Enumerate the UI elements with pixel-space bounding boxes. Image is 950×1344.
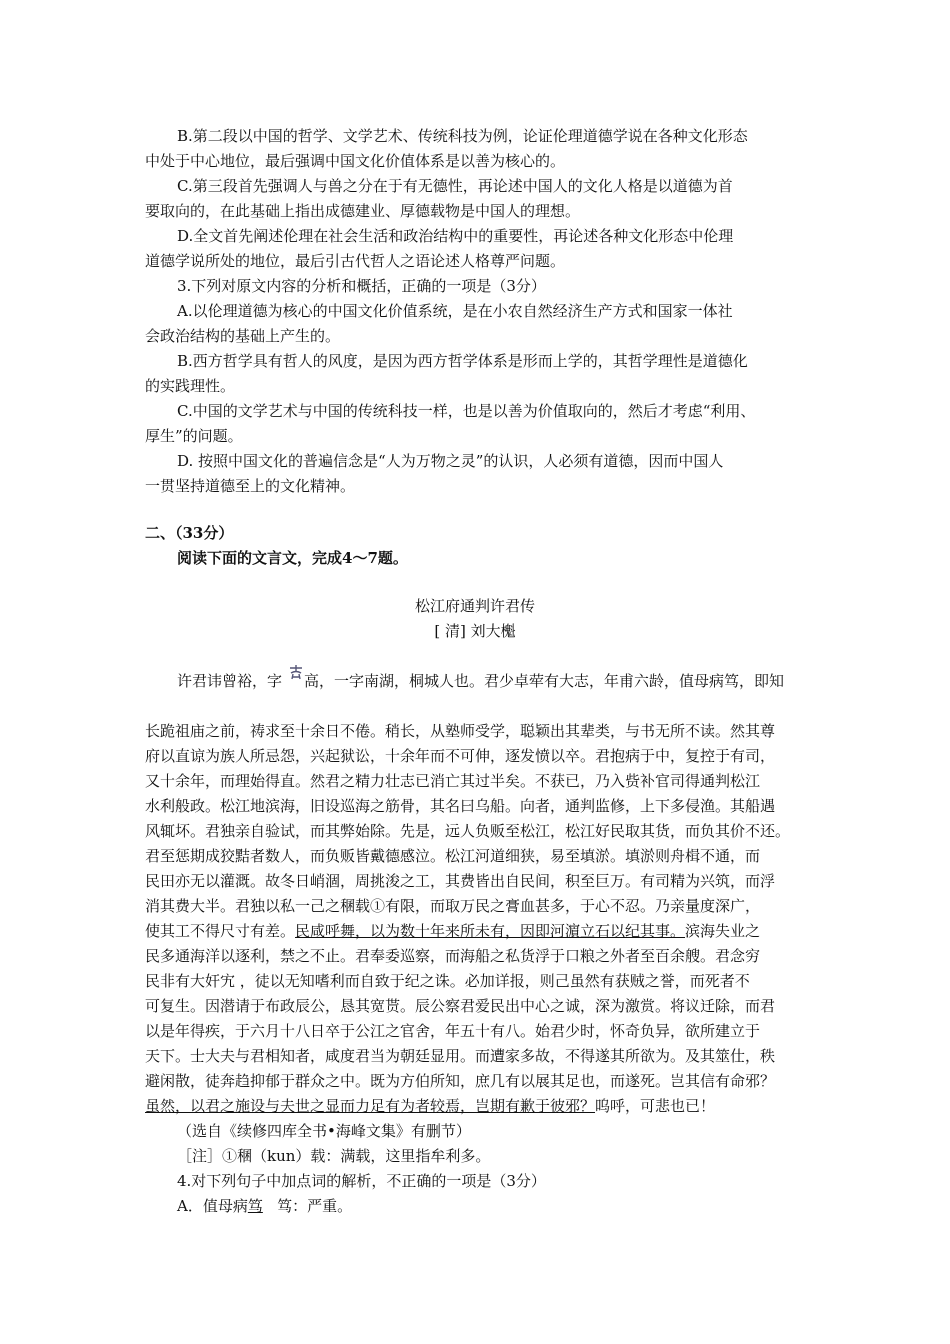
passage-line-10: 民多通海洋以逐利，禁之不止。君奉委巡察，而海船之私货浮于口粮之外者至百余艘。君念穷: [145, 947, 761, 965]
q4-option-a-start: A．值母病: [177, 1197, 248, 1215]
passage-line-0: [177, 669, 784, 694]
handwritten-character-image: [287, 664, 305, 680]
passage-line-14: 天下。士大夫与君相知者，咸度君当为朝廷显用。而遭家多故，不得遂其所欲为。及其筮仕，秩: [145, 1047, 776, 1065]
passage-line-9-end: 滨海失业之: [685, 922, 761, 940]
passage-line-11: 民非有大奸宄 ，徒以无知嗜利而自致于纪之诛。必加详报，则己虽然有获贼之誉，而死者不: [145, 972, 750, 990]
passage-line-2: 府以直谅为族人所忌怨，兴起狱讼，十余年而不可伸，逐发愤以卒。君抱病于中，复控于有司，: [145, 747, 776, 765]
section-2-header: 二、（33分）: [145, 524, 234, 542]
q4-stem: 4.对下列句子中加点词的解析，不正确的一项是（3分）: [177, 1172, 546, 1190]
section-2-instruction: 阅读下面的文言文，完成4～7题。: [177, 549, 408, 567]
passage-line-1: 长跪祖庙之前，祷求至十余日不倦。稍长，从塾师受学，聪颖出其辈类，与书无所不读。然其尊: [145, 722, 776, 740]
passage-footnote: ［注］①稛（kun）载：满载，这里指牟利多。: [177, 1147, 491, 1165]
passage-line-4: 水利般政。松江地滨海，旧设巡海之筋骨，其名曰乌船。向者，通判监修，上下多侵渔。其船遇: [145, 797, 776, 815]
underlined-sentence-2: 虽然，以君之施设与夫世之显而力足有为者较焉，岂期有歉于彼邪？: [145, 1097, 596, 1115]
passage-line-15: 避闲散，徒奔趋抑郁于群众之中。既为方伯所知，庶几有以展其足也，而遂死。岂其信有命邪？: [145, 1072, 776, 1090]
passage-source: （选自《续修四库全书•海峰文集》有删节）: [177, 1122, 471, 1140]
passage-line-8: 消其费大半。君独以私一己之稛载①有限，而取万民之膏血甚多，于心不忍。乃亲量度深广，: [145, 897, 761, 915]
q3-option-c-line2: 厚生”的问题。: [145, 427, 243, 445]
q3-option-c-line1: C.中国的文学艺术与中国的传统科技一样，也是以善为价值取向的，然后才考虑“利用、: [177, 402, 756, 420]
q3-option-b-line1: B.西方哲学具有哲人的风度，是因为西方哲学体系是形而上学的，其哲学理性是道德化: [177, 352, 748, 370]
q2-option-b-line2: 中处于中心地位，最后强调中国文化价值体系是以善为核心的。: [145, 152, 566, 170]
q3-option-d-line1: D. 按照中国文化的普遍信念是“人为万物之灵”的认识，人必须有道德，因而中国人: [177, 452, 724, 470]
q4-option-a: [177, 1194, 352, 1219]
passage-title: 松江府通判许君传: [414, 597, 535, 615]
q4-option-a-dotted-word: 笃: [247, 1197, 263, 1215]
q3-option-d-line2: 一贯坚持道德至上的文化精神。: [145, 477, 356, 495]
passage-line-9: [145, 919, 760, 944]
passage-line-3: 又十余年，而理始得直。然君之精力壮志已消亡其过半矣。不获已，乃入赀补官司得通判松江: [145, 772, 761, 790]
passage-line-16-end: 呜呼，可悲也已！: [595, 1097, 716, 1115]
q2-option-d-line2: 道德学说所处的地位，最后引古代哲人之语论述人格尊严问题。: [145, 252, 566, 270]
passage-line-12: 可复生。因潜请于布政辰公，恳其宽贳。辰公察君爱民出中心之诚，深为激赏。将议迁除，而君: [145, 997, 776, 1015]
passage-line-9-start: 使其工不得尺寸有差。: [145, 922, 296, 940]
passage-line-0-end: 高，一字南湖，桐城人也。君少卓荦有大志，年甫六龄，值母病笃，即知: [304, 672, 785, 690]
passage-line-13: 以是年得疾，于六月十八日卒于公江之官舍，年五十有八。始君少时，怀奇负异，欲所建立于: [145, 1022, 761, 1040]
underlined-sentence-1: 民咸呼舞，以为数十年来所未有，因即河濵立石以纪其事。: [295, 922, 686, 940]
q2-option-d-line1: D.全文首先阐述伦理在社会生活和政治结构中的重要性，再论述各种文化形态中伦理: [177, 227, 734, 245]
q3-stem: 3.下列对原文内容的分析和概括，正确的一项是（3分）: [177, 277, 546, 295]
q3-option-a-line1: A.以伦理道德为核心的中国文化价值系统，是在小农自然经济生产方式和国家一体社: [177, 302, 733, 320]
passage-line-16: [145, 1094, 715, 1119]
q3-option-b-line2: 的实践理性。: [145, 377, 236, 395]
q2-option-c-line2: 要取向的，在此基础上指出成德建业、厚德载物是中国人的理想。: [145, 202, 581, 220]
q4-option-a-end: 笃：严重。: [262, 1197, 353, 1215]
passage-line-6: 君至惩期成狡黠者数人，而负贩皆戴德感泣。松江河道细狭，易至填淤。填淤则舟楫不通，而: [145, 847, 761, 865]
passage-line-0-start: 许君讳曾裕，字: [177, 672, 283, 690]
passage-author: [ 清] 刘大櫆: [434, 622, 516, 640]
passage-line-7: 民田亦无以灌溉。故冬日峭涸，周挑浚之工，其费皆出自民间，积至巨万。有司精为兴筑，而浮: [145, 872, 776, 890]
passage-line-5: 风辄坏。君独亲自验试，而其弊始除。先是，远人负贩至松江，松江好民取其货，而负其价不还。: [145, 822, 791, 840]
q3-option-a-line2: 会政治结构的基础上产生的。: [145, 327, 341, 345]
q2-option-c-line1: C.第三段首先强调人与兽之分在于有无德性，再论述中国人的文化人格是以道德为首: [177, 177, 733, 195]
q2-option-b-line1: B.第二段以中国的哲学、文学艺术、传统科技为例，论证伦理道德学说在各种文化形态: [177, 127, 748, 145]
